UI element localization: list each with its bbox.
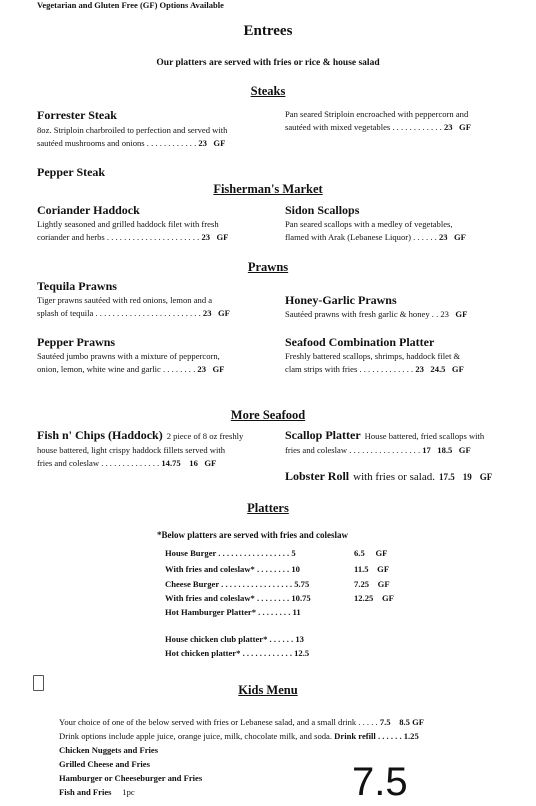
platter-row-price: 7.25 GF [354, 579, 390, 589]
more-seafood-title: More Seafood [230, 408, 306, 422]
kids-big-price: 7.5 [352, 760, 408, 804]
sidon-scallops-desc: Pan seared scallops with a medley of vegetables, flamed with Arak (Lebanese Liquor) . . . . . . 23 GF [285, 219, 466, 242]
forrester-steak-name: Forrester Steak [37, 108, 117, 122]
pepper-prawns-name: Pepper Prawns [37, 335, 116, 349]
lobster-roll: Lobster Roll with fries or salad. 17.5 19 GF [285, 469, 493, 483]
kids-item: Grilled Cheese and Fries [59, 759, 150, 769]
platter-row: House chicken club platter* . . . . . . 13 [165, 634, 304, 644]
tequila-prawns-desc: Tiger prawns sautéed with red onions, lemon and a splash of tequila . . . . . . . . . . . . . . . . . . . . . . . . . 23 GF [37, 295, 230, 318]
honey-garlic-prawns-desc: Sautéed prawns with fresh garlic & honey . . 23 GF [285, 309, 468, 319]
entrees-subtitle: Our platters are served with fries or rice & house salad [156, 58, 380, 68]
pepper-prawns-desc: Sautéed jumbo prawns with a mixture of peppercorn, onion, lemon, white wine and garlic . . . . . . . . 23 GF [37, 351, 225, 374]
steaks-title: Steaks [250, 84, 286, 98]
entrees-title: Entrees [243, 23, 293, 39]
forrester-steak-desc: 8oz. Striploin charbroiled to perfection and served with sautéed mushrooms and onions . . . . . . . . . . . . 23 GF [37, 125, 228, 148]
sidon-scallops-name: Sidon Scallops [285, 203, 360, 217]
fishermans-market-title: Fisherman's Market [213, 182, 323, 196]
honey-garlic-prawns-name: Honey-Garlic Prawns [285, 293, 397, 307]
platters-title: Platters [247, 501, 289, 515]
scallop-platter: Scallop Platter House battered, fried scallops with fries and coleslaw . . . . . . . . . . . . . . . . . 17 18.5 GF [285, 428, 485, 455]
platter-row: Cheese Burger . . . . . . . . . . . . . . . . . 5.75 [165, 579, 310, 589]
kids-item: Fish and Fries 1pc [59, 787, 135, 797]
platter-row: With fries and coleslaw* . . . . . . . . 10 [165, 564, 300, 574]
coriander-haddock-desc: Lightly seasoned and grilled haddock filet with fresh coriander and herbs . . . . . . . . . . . . . . . . . . . . . . 23 GF [37, 219, 229, 242]
platter-row-price: 11.5 GF [354, 564, 390, 574]
kids-menu-title: Kids Menu [238, 683, 298, 697]
platter-row: House Burger . . . . . . . . . . . . . . . . . 5 [165, 548, 296, 558]
platter-row: With fries and coleslaw* . . . . . . . . 10.75 [165, 593, 311, 603]
platters-note: *Below platters are served with fries and coleslaw [157, 530, 349, 540]
fish-n-chips: Fish n' Chips (Haddock) 2 piece of 8 oz freshly house battered, light crispy haddock fillets served with fries and coleslaw . . . . . . . . . . . . . . 14.75 16 GF [37, 428, 244, 468]
platter-row: Hot Hamburger Platter* . . . . . . . . 11 [165, 607, 301, 617]
dietary-note: Vegetarian and Gluten Free (GF) Options Available [37, 0, 224, 10]
platter-row-price: 6.5 GF [354, 548, 388, 558]
seafood-combo-desc: Freshly battered scallops, shrimps, haddock filet & clam strips with fries . . . . . . . . . . . . . 23 24.5 GF [285, 351, 464, 374]
kids-item: Hamburger or Cheeseburger and Fries [59, 773, 203, 783]
platter-row: Hot chicken platter* . . . . . . . . . . . . 12.5 [165, 648, 310, 658]
tequila-prawns-name: Tequila Prawns [37, 279, 117, 293]
seafood-combo-name: Seafood Combination Platter [285, 335, 435, 349]
prawns-title: Prawns [247, 260, 289, 274]
coriander-haddock-name: Coriander Haddock [37, 203, 140, 217]
pepper-steak-name: Pepper Steak [37, 165, 106, 179]
platter-row-price: 12.25 GF [354, 593, 394, 603]
kids-line-2: Drink options include apple juice, orange juice, milk, chocolate milk, and soda. Drink refill . . . . . . 1.25 [59, 731, 419, 741]
kids-item: Chicken Nuggets and Fries [59, 745, 159, 755]
pepper-steak-desc: Pan seared Striploin encroached with peppercorn and sautéed with mixed vegetables . . . . . . . . . . . . 23 GF [285, 109, 471, 132]
kids-line-1: Your choice of one of the below served with fries or Lebanese salad, and a small drink . . . . . 7.5 8.5 GF [59, 717, 425, 727]
